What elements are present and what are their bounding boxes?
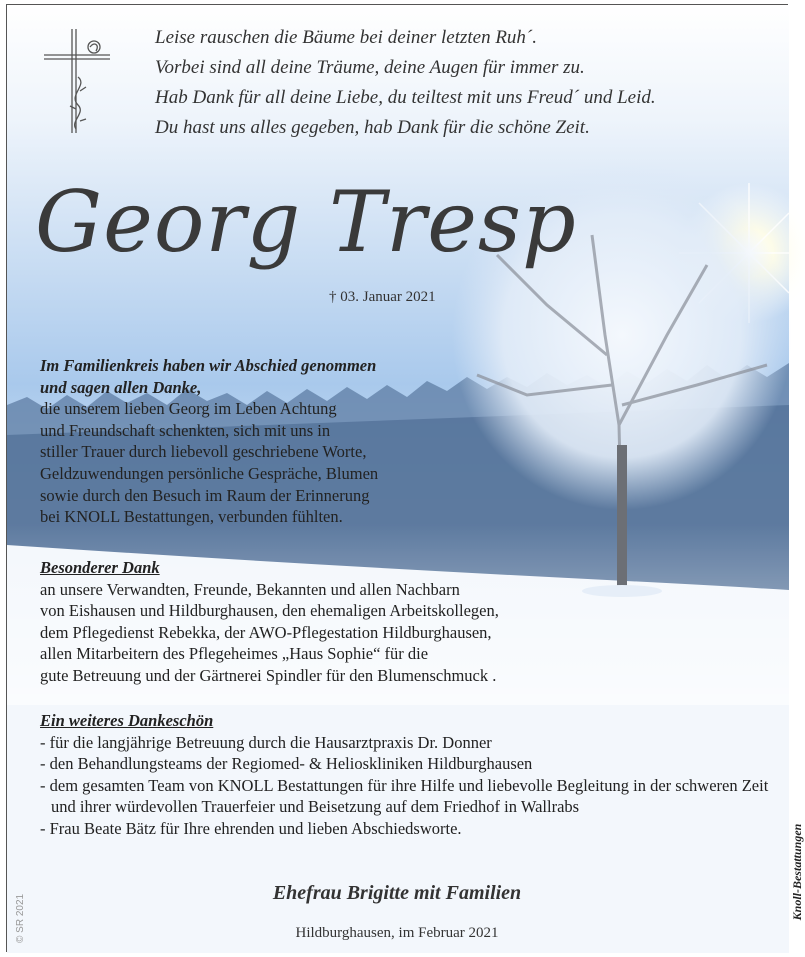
special-thanks-heading: Besonderer Dank xyxy=(40,558,160,577)
cross-icon xyxy=(40,25,114,135)
intro-line: und Freundschaft schenkten, sich mit uns in xyxy=(40,420,331,440)
further-thanks-list xyxy=(40,732,780,840)
further-thanks-heading: Ein weiteres Dankeschön xyxy=(40,711,214,730)
intro-line: die unserem lieben Georg im Leben Achtung xyxy=(40,399,337,419)
obituary-frame xyxy=(6,4,788,952)
verse-line: Leise rauschen die Bäume bei deiner letzten Ruh´. xyxy=(155,27,538,48)
deceased-name: Georg Tresp xyxy=(35,173,577,271)
copyright-note: © SR 2021 xyxy=(15,893,26,943)
death-date: † 03. Januar 2021 xyxy=(329,289,436,305)
list-item: - dem gesamten Team von KNOLL Bestattungen für ihre Hilfe und liebevolle Begleitung in der schweren Zeit und ihrer würdevollen Trauerfeier und Beisetzung auf dem Friedhof in Wallrabs xyxy=(40,775,769,817)
intro-line: stiller Trauer durch liebevoll geschriebene Worte, xyxy=(40,442,367,462)
intro-section xyxy=(40,355,378,528)
special-thanks-line: dem Pflegedienst Rebekka, der AWO-Pflegestation Hildburghausen, xyxy=(40,622,492,642)
intro-heading: und sagen allen Danke, xyxy=(40,377,202,397)
verse xyxy=(155,23,656,143)
intro-line: Geldzuwendungen persönliche Gespräche, Blumen xyxy=(40,463,379,483)
special-thanks-section xyxy=(40,557,499,687)
list-item: - Frau Beate Bätz für Ihre ehrenden und lieben Abschiedsworte. xyxy=(40,818,462,838)
verse-line: Hab Dank für all deine Liebe, du teiltest mit uns Freud´ und Leid. xyxy=(155,87,656,108)
special-thanks-line: an unsere Verwandten, Freunde, Bekannten und allen Nachbarn xyxy=(40,579,460,599)
list-item: - den Behandlungsteams der Regiomed- & Helioskliniken Hildburghausen xyxy=(40,754,533,774)
place-date: Hildburghausen, im Februar 2021 xyxy=(295,925,499,941)
list-item: - für die langjährige Betreuung durch die Hausarztpraxis Dr. Donner xyxy=(40,732,492,752)
verse-line: Du hast uns alles gegeben, hab Dank für die schöne Zeit. xyxy=(155,117,590,138)
intro-line: bei KNOLL Bestattungen, verbunden fühlten. xyxy=(40,507,343,527)
verse-line: Vorbei sind all deine Träume, deine Augen für immer zu. xyxy=(155,57,585,78)
funeral-home-credit: Knoll-Bestattungen xyxy=(790,823,804,921)
intro-line: sowie durch den Besuch im Raum der Erinnerung xyxy=(40,485,370,505)
special-thanks-line: von Eishausen und Hildburghausen, den ehemaligen Arbeitskollegen, xyxy=(40,601,499,621)
special-thanks-line: gute Betreuung und der Gärtnerei Spindler für den Blumenschmuck . xyxy=(40,665,497,685)
signature: Ehefrau Brigitte mit Familien xyxy=(272,882,522,904)
special-thanks-line: allen Mitarbeitern des Pflegeheimes „Haus Sophie“ für die xyxy=(40,644,429,664)
intro-heading: Im Familienkreis haben wir Abschied genommen xyxy=(40,356,377,375)
further-thanks-section xyxy=(40,710,780,840)
